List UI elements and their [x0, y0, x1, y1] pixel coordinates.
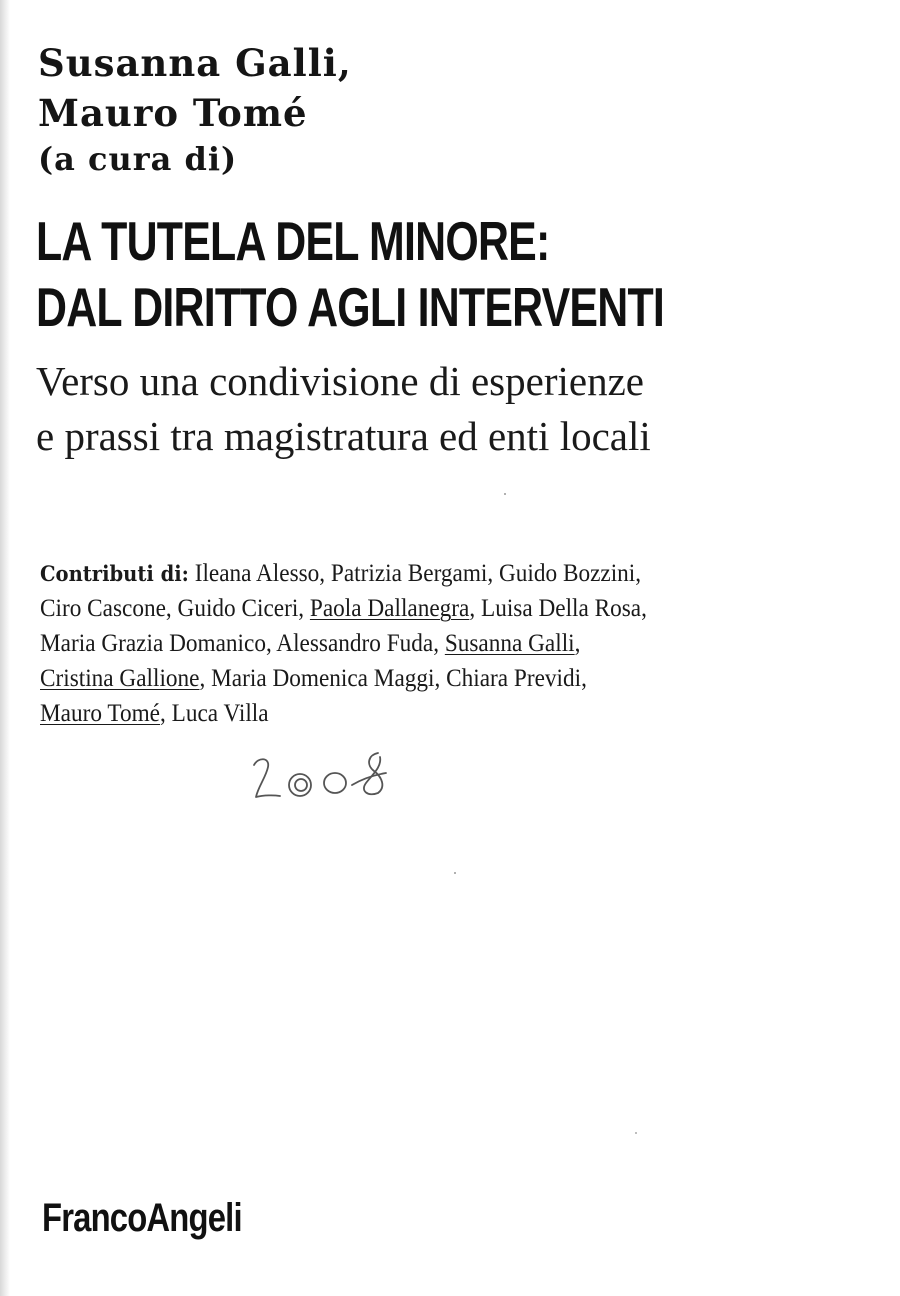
- editor-name-galli: Susanna Galli,: [38, 41, 352, 85]
- contributors-list: [40, 556, 747, 731]
- contributor-underlined: Susanna Galli: [444, 630, 575, 657]
- contributors-lead: Contributi di:: [40, 561, 189, 586]
- editor-role: (a cura di): [38, 140, 238, 178]
- contributor-underlined: Cristina Gallione: [40, 665, 200, 692]
- page-scan-edge: [0, 0, 10, 1296]
- book-title-line-2: DAL DIRITTO AGLI INTERVENTI: [36, 276, 665, 338]
- contributors-line: [40, 626, 747, 661]
- contributor-underlined: Mauro Tomé: [40, 700, 160, 727]
- book-subtitle-line-2: e prassi tra magistratura ed enti locali: [36, 413, 651, 459]
- editor-name-tome: Mauro Tomé: [38, 91, 308, 135]
- contributors-text: Maria Grazia Domanico, Alessandro Fuda,: [40, 630, 445, 657]
- contributors-text: Ileana Alesso, Patrizia Bergami, Guido Bozzini,: [188, 560, 642, 587]
- contributors-text: Ciro Cascone, Guido Ciceri,: [40, 595, 310, 622]
- book-subtitle-line-1: Verso una condivisione di esperienze: [36, 358, 644, 404]
- contributor-underlined: Paola Dallanegra: [309, 595, 470, 622]
- publisher-logo: FrancoAngeli: [42, 1196, 242, 1240]
- contributors-line: [40, 556, 747, 591]
- contributors-line: [40, 696, 747, 731]
- contributors-text: ,: [574, 630, 581, 657]
- contributors-text: , Maria Domenica Maggi, Chiara Previdi,: [199, 665, 587, 692]
- contributors-text: , Luca Villa: [159, 700, 269, 727]
- editors-block: [38, 38, 352, 180]
- contributors-line: [40, 591, 747, 626]
- handwritten-year-annotation: [240, 745, 400, 805]
- contributors-text: , Luisa Della Rosa,: [469, 595, 647, 622]
- book-subtitle: [36, 354, 651, 464]
- book-title: [36, 208, 664, 340]
- book-title-line-1: LA TUTELA DEL MINORE:: [36, 210, 550, 272]
- contributors-line: [40, 661, 747, 696]
